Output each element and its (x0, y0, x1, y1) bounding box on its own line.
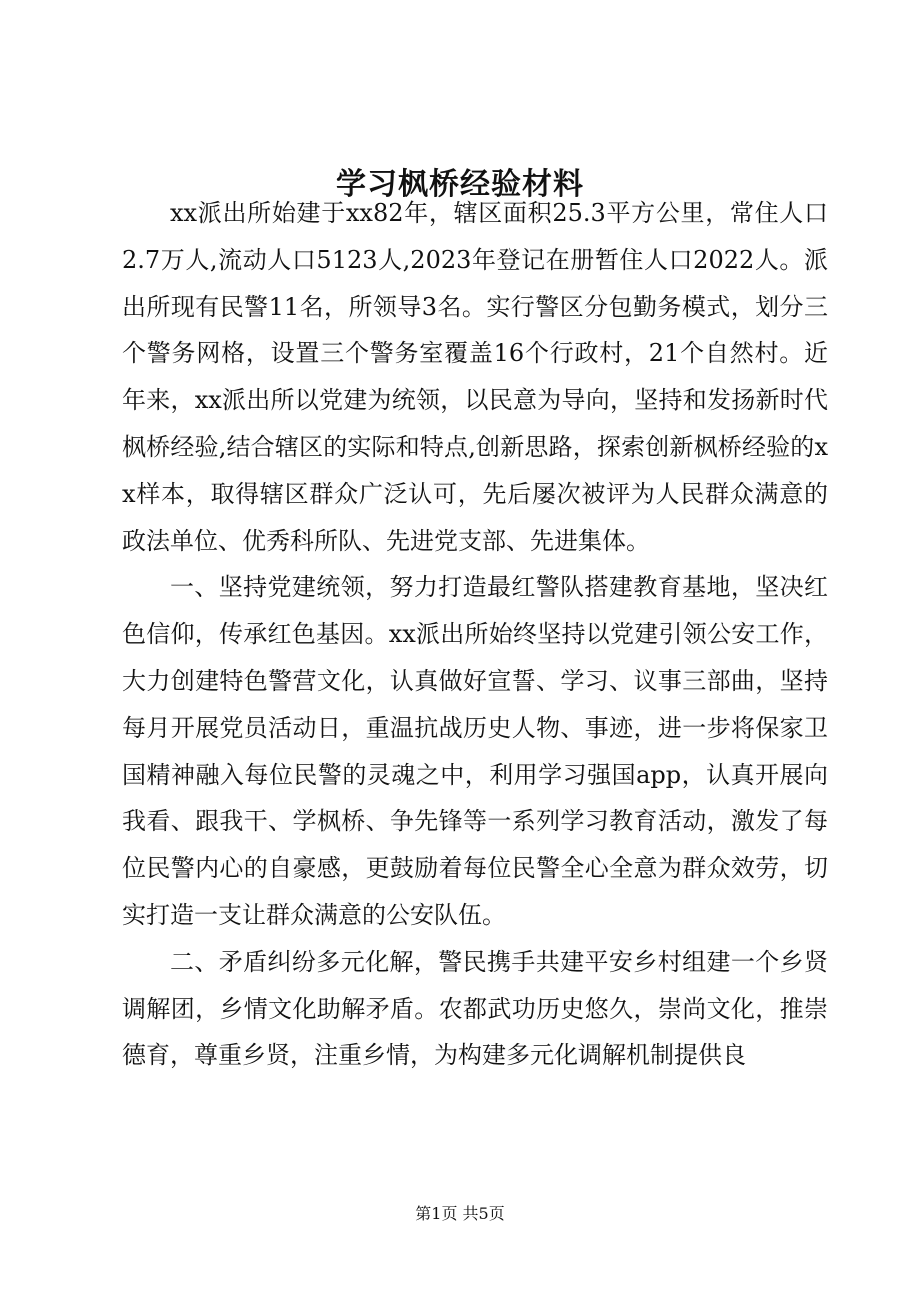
page-number-footer: 第1页 共5页 (415, 1204, 505, 1223)
document-title: 学习枫桥经验材料 (336, 167, 584, 202)
paragraph-section-1: 一、坚持党建统领，努力打造最红警队搭建教育基地，坚决红色信仰，传承红色基因。xx派出所始终坚持以党建引领公安工作，大力创建特色警营文化，认真做好宣誓、学习、议事三部曲，坚持每月开展党员活动日，重温抗战历史人物、事迹，进一步将保家卫国精神融入每位民警的灵魂之中，利用学习强国app，认真开展向我看、跟我干、学枫桥、争先锋等一系列学习教育活动，激发了每位民警内心的自豪感，更鼓励着每位民警全心全意为群众效劳，切实打造一支让群众满意的公安队伍。 (122, 573, 828, 929)
document-body (122, 190, 828, 1079)
paragraph-section-2: 二、矛盾纠纷多元化解，警民携手共建平安乡村组建一个乡贤调解团，乡情文化助解矛盾。农都武功历史悠久，崇尚文化，推崇德育，尊重乡贤，注重乡情，为构建多元化调解机制提供良 (122, 947, 828, 1070)
paragraph-intro: xx派出所始建于xx82年，辖区面积25.3平方公里，常住人口2.7万人,流动人口5123人,2023年登记在册暂住人口2022人。派出所现有民警11名，所领导3名。实行警区分包勤务模式，划分三个警务网格，设置三个警务室覆盖16个行政村，21个自然村。近年来，xx派出所以党建为统领，以民意为导向，坚持和发扬新时代枫桥经验,结合辖区的实际和特点,创新思路，探索创新枫桥经验的xx样本，取得辖区群众广泛认可，先后屡次被评为人民群众满意的政法单位、优秀科所队、先进党支部、先进集体。 (122, 199, 828, 555)
